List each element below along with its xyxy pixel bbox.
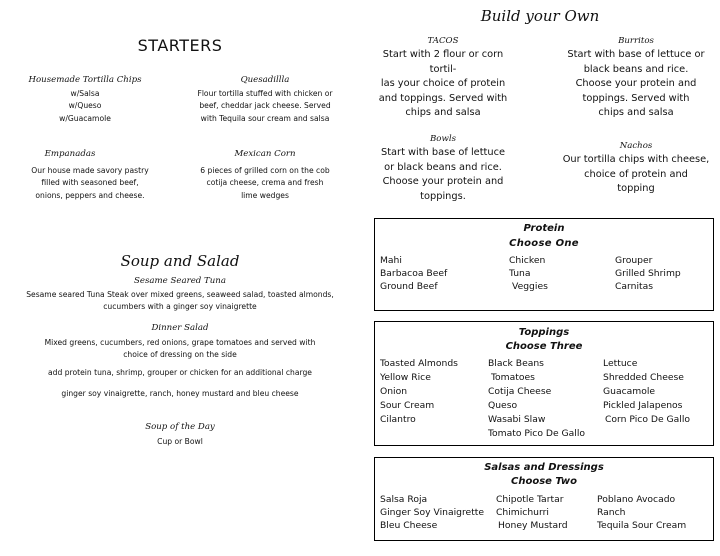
salsas-subtitle: Choose Two: [511, 476, 577, 487]
topping-option: Onion: [380, 386, 408, 397]
salsas-box: [374, 457, 714, 541]
tuna-salad: [0, 276, 360, 314]
build-bowls-name: Bowls: [429, 134, 456, 144]
protein-option: Grilled Shrimp: [615, 268, 681, 279]
starter-corn-line: lime wedges: [241, 190, 289, 200]
topping-option: Lettuce: [603, 358, 638, 369]
build-bowls-line: or black beans and rice.: [384, 161, 502, 173]
build-bowls-line: Start with base of lettuce: [380, 147, 506, 158]
dinner-salad-line: Mixed greens, cucumbers, red onions, grape tomatoes and served with: [44, 338, 316, 347]
build-bowls: [372, 134, 514, 204]
salsa-option: Poblano Avocado: [597, 494, 676, 505]
salsa-option: Ranch: [597, 507, 626, 518]
build-burritos-line: Choose your protein and: [575, 78, 697, 90]
build-nachos-line: Our tortilla chips with cheese,: [562, 154, 710, 165]
dinner-salad-addon: add protein tuna, shrimp, grouper or chicken for an additional charge: [48, 367, 312, 377]
build-tacos-name: TACOS: [427, 36, 459, 46]
tuna-salad-line: Sesame seared Tuna Steak over mixed greens, seaweed salad, toasted almonds,: [26, 290, 334, 299]
build-tacos: [372, 36, 514, 121]
salsa-option: Chipotle Tartar: [496, 494, 564, 505]
starter-quesadilla: [185, 75, 345, 125]
starter-quesadilla-name: Quesadillla: [240, 75, 290, 85]
build-nachos-line: topping: [617, 183, 655, 195]
build-tacos-line: las your choice of protein: [380, 78, 506, 90]
build-burritos-line: black beans and rice.: [583, 63, 689, 75]
starter-chips-line: w/Salsa: [70, 89, 100, 98]
tuna-salad-name: Sesame Seared Tuna: [134, 276, 226, 286]
build-tacos-line: Start with 2 flour or corn tortil-: [382, 49, 504, 75]
salsa-option: Tequila Sour Cream: [597, 520, 687, 531]
starter-corn: [185, 149, 345, 202]
topping-option: Pickled Jalapenos: [603, 400, 683, 411]
salsa-option: Salsa Roja: [380, 494, 428, 505]
protein-box: [374, 218, 714, 311]
starter-chips-line: w/Guacamole: [59, 113, 111, 123]
protein-option: Grouper: [615, 255, 653, 266]
toppings-subtitle: Choose Three: [505, 341, 583, 352]
topping-option: Cotija Cheese: [488, 386, 552, 397]
salsa-option: Ginger Soy Vinaigrette: [380, 507, 485, 518]
build-burritos-name: Burritos: [618, 36, 654, 46]
topping-option: Tomatoes: [491, 372, 535, 383]
soup-of-day: [80, 422, 280, 448]
protein-option: Veggies: [512, 281, 548, 292]
build-bowls-line: toppings.: [420, 190, 466, 202]
topping-option: Sour Cream: [380, 400, 435, 411]
starter-corn-name: Mexican Corn: [234, 149, 296, 159]
starter-empanadas: [15, 149, 165, 202]
topping-option: Tomato Pico De Gallo: [488, 428, 586, 439]
build-tacos-line: chips and salsa: [405, 107, 481, 119]
build-burritos: [556, 36, 716, 121]
starter-quesadilla-line: beef, cheddar jack cheese. Served: [199, 101, 331, 111]
starter-chips-name: Housemade Tortilla Chips: [28, 75, 142, 85]
protein-option: Chicken: [509, 255, 546, 266]
salsa-option: Bleu Cheese: [380, 520, 438, 531]
salsas-title: Salsas and Dressings: [484, 462, 604, 473]
build-tacos-line: and toppings. Served with: [378, 92, 508, 104]
starter-quesadilla-line: Flour tortilla stuffed with chicken or: [197, 89, 333, 98]
topping-option: Yellow Rice: [380, 372, 431, 383]
protein-option: Carnitas: [615, 281, 654, 292]
build-bowls-line: Choose your protein and: [382, 176, 504, 188]
starter-empanadas-line: onions, peppers and cheese.: [35, 190, 145, 200]
toppings-box: [374, 321, 714, 446]
salsa-option: Honey Mustard: [498, 520, 568, 531]
starter-empanadas-line: Our house made savory pastry: [31, 166, 149, 175]
topping-option: Wasabi Slaw: [488, 414, 546, 425]
dinner-salad-dressings: ginger soy vinaigrette, ranch, honey mustard and bleu cheese: [61, 388, 299, 398]
protein-option: Mahi: [380, 255, 402, 266]
build-nachos: [556, 141, 716, 197]
protein-subtitle: Choose One: [509, 238, 579, 249]
topping-option: Corn Pico De Gallo: [605, 414, 691, 425]
protein-title: Protein: [523, 223, 565, 234]
starter-quesadilla-line: with Tequila sour cream and salsa: [200, 113, 330, 123]
build-burritos-line: chips and salsa: [598, 107, 674, 119]
topping-option: Cilantro: [380, 414, 416, 425]
toppings-title: Toppings: [518, 327, 570, 338]
build-nachos-name: Nachos: [619, 141, 653, 151]
protein-option: Tuna: [509, 268, 531, 279]
build-burritos-line: toppings. Served with: [582, 92, 690, 104]
starter-empanadas-name: Empanadas: [44, 149, 96, 159]
build-burritos-line: Start with base of lettuce or: [567, 49, 705, 60]
starters-heading: STARTERS: [137, 36, 223, 55]
starter-chips: [20, 75, 150, 125]
starter-chips-line: w/Queso: [68, 101, 102, 111]
soup-of-day-name: Soup of the Day: [145, 422, 215, 432]
topping-option: Black Beans: [488, 358, 544, 369]
salsa-option: Chimichurri: [496, 507, 549, 518]
protein-option: Ground Beef: [380, 281, 438, 292]
build-heading: Build your Own: [480, 7, 600, 25]
soup-salad-heading: Soup and Salad: [120, 252, 240, 270]
topping-option: Guacamole: [603, 386, 656, 397]
starter-corn-line: cotija cheese, crema and fresh: [206, 178, 324, 188]
soup-of-day-line: Cup or Bowl: [157, 437, 203, 446]
topping-option: Queso: [488, 400, 518, 411]
topping-option: Toasted Almonds: [380, 358, 458, 369]
starter-empanadas-line: filled with seasoned beef,: [41, 178, 139, 188]
topping-option: Shredded Cheese: [603, 372, 684, 383]
starter-corn-line: 6 pieces of grilled corn on the cob: [200, 166, 330, 175]
protein-option: Barbacoa Beef: [380, 268, 448, 279]
build-nachos-line: choice of protein and: [584, 168, 688, 180]
tuna-salad-line: cucumbers with a ginger soy vinaigrette: [103, 302, 257, 312]
dinner-salad-name: Dinner Salad: [151, 323, 209, 333]
dinner-salad-line: choice of dressing on the side: [123, 350, 237, 360]
dinner-salad: [0, 323, 360, 400]
